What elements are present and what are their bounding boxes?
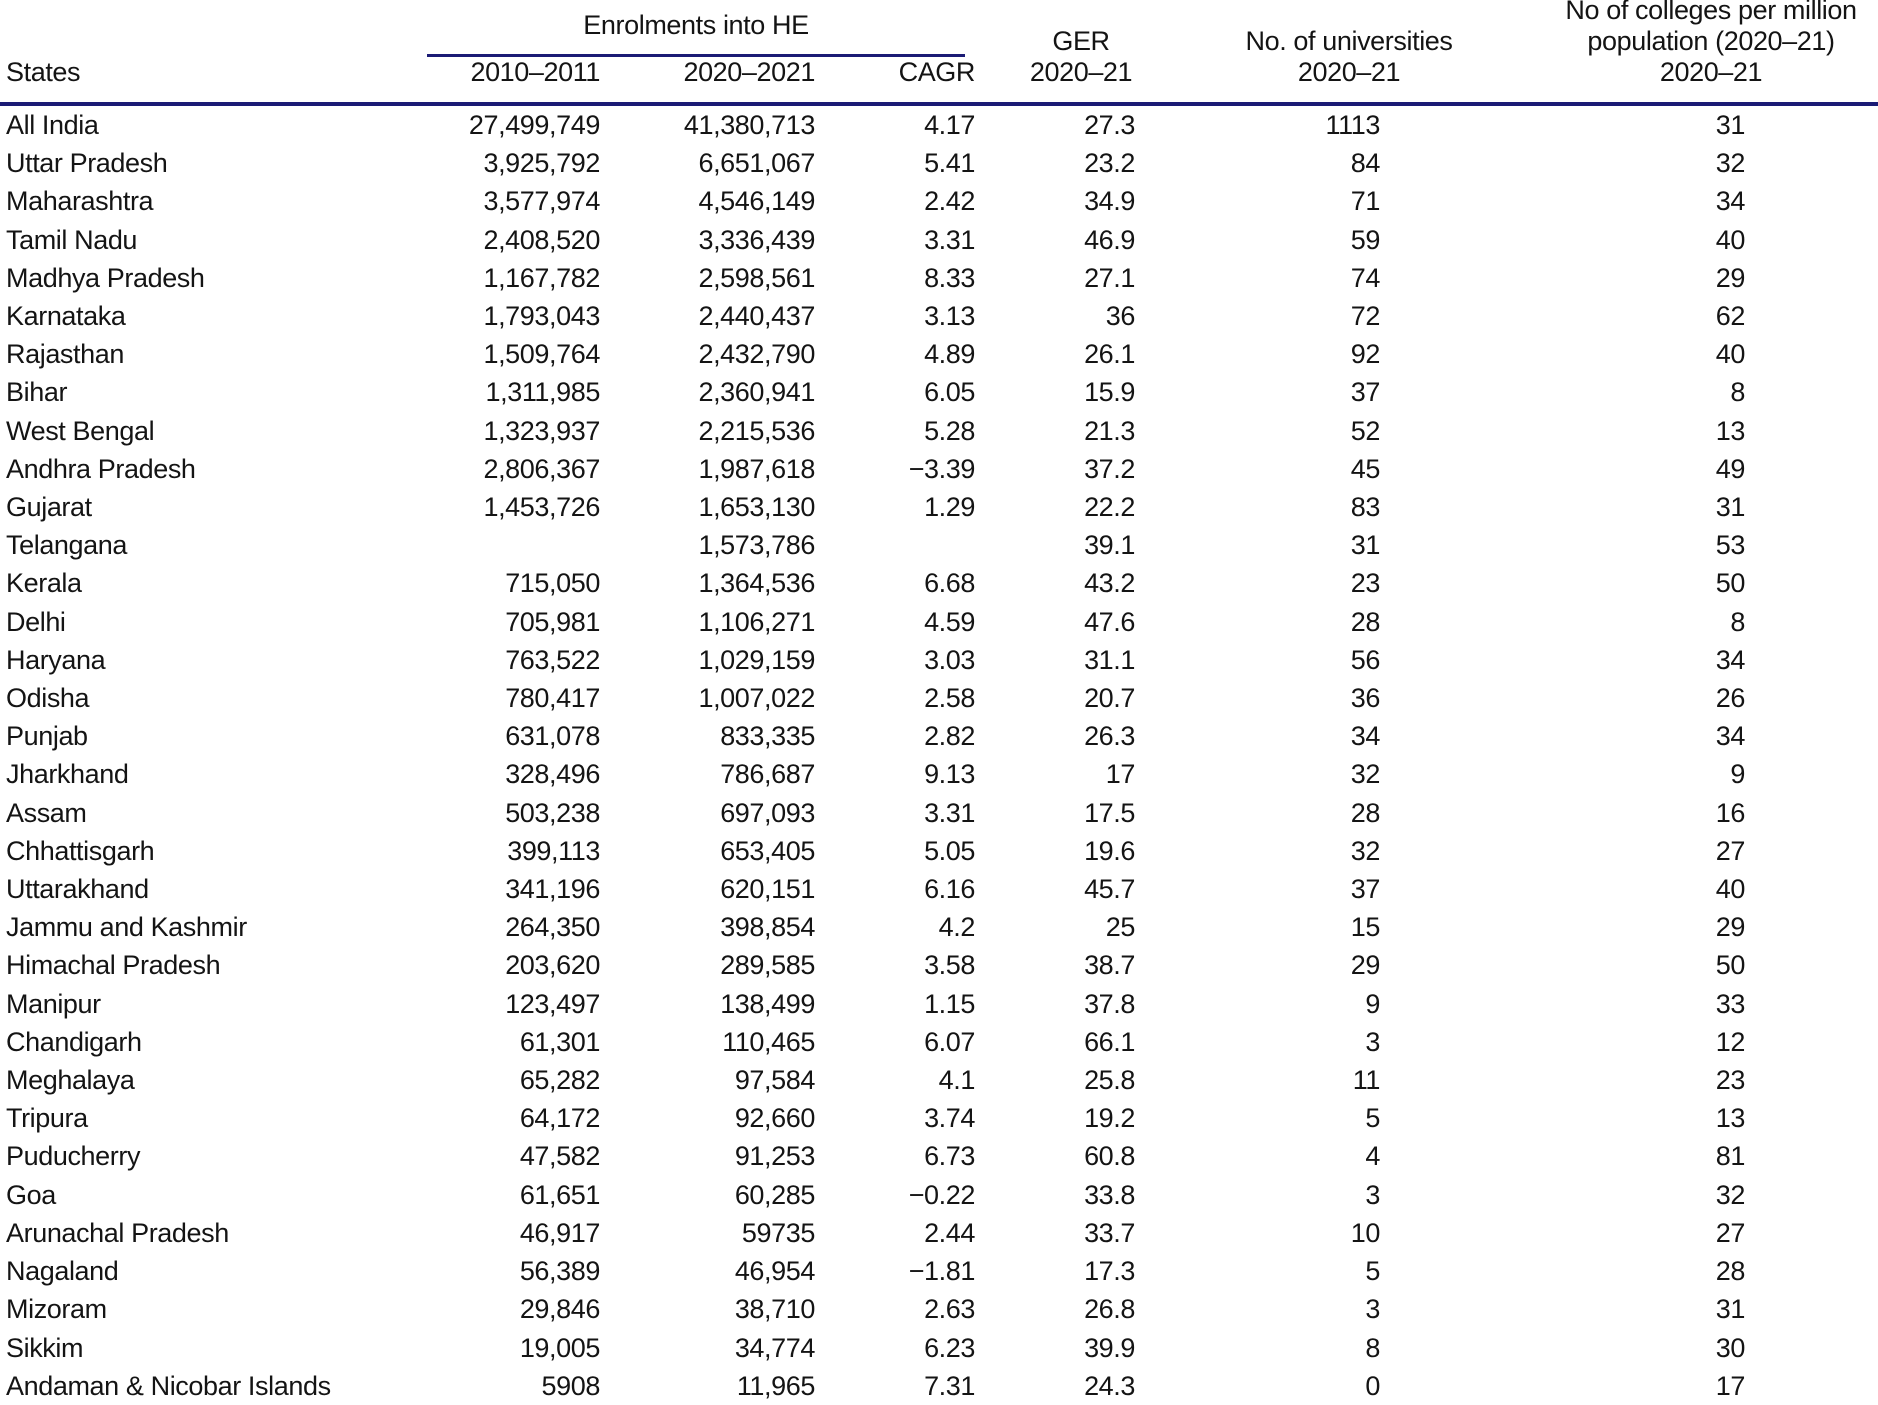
cell-states: Himachal Pradesh (6, 950, 221, 981)
ger-header-block (1030, 26, 1132, 88)
cell-y2020: 398,854 (720, 912, 815, 943)
cell-states: Haryana (6, 644, 106, 675)
table-row (0, 297, 1878, 335)
colleges-header-line1: No of colleges per million (1565, 0, 1857, 25)
cell-y2020: 786,687 (720, 759, 815, 790)
cell-ger: 66.1 (1084, 1026, 1136, 1057)
cell-ger: 23.2 (1084, 148, 1136, 179)
ger-header-line1: GER (1052, 26, 1110, 56)
cell-y2010: 61,301 (519, 1026, 600, 1057)
cell-states: Tripura (6, 1103, 88, 1134)
cell-cagr: 5.41 (924, 148, 976, 179)
table-row (0, 412, 1878, 450)
cell-y2020: 41,380,713 (683, 110, 815, 140)
enrolments-group-underline (427, 0, 965, 57)
cell-y2020: 91,253 (734, 1141, 815, 1172)
cell-ger: 26.1 (1084, 339, 1136, 370)
cell-y2010: 1,453,726 (483, 492, 600, 523)
cell-ger: 25.8 (1084, 1065, 1136, 1096)
cell-y2010: 264,350 (505, 912, 600, 943)
cell-ger: 60.8 (1084, 1141, 1136, 1172)
cell-ger: 26.8 (1084, 1294, 1136, 1325)
cell-ger: 20.7 (1084, 683, 1136, 714)
cell-cagr: 4.89 (924, 339, 976, 370)
table-row (0, 488, 1878, 526)
cell-states: Chhattisgarh (6, 835, 155, 866)
table-row (0, 564, 1878, 602)
cell-colleges: 26 (1715, 683, 1746, 714)
cell-y2010: 631,078 (505, 721, 600, 752)
cell-cagr: 6.73 (924, 1141, 976, 1172)
cell-cagr: 5.05 (924, 835, 976, 866)
cell-colleges: 34 (1715, 721, 1746, 752)
cell-y2010: 1,167,782 (483, 262, 600, 293)
column-header-colleges (1380, 0, 1878, 104)
cell-ger: 31.1 (1084, 644, 1136, 675)
cell-universities: 9 (1365, 988, 1381, 1019)
cell-cagr: 3.03 (924, 644, 976, 675)
cell-cagr: 3.13 (924, 301, 976, 332)
cell-universities: 52 (1350, 415, 1381, 446)
cell-universities: 34 (1350, 721, 1381, 752)
cell-universities: 10 (1350, 1217, 1381, 1248)
cell-y2010: 56,389 (519, 1256, 600, 1287)
table-row (0, 985, 1878, 1023)
cell-ger: 15.9 (1084, 377, 1136, 408)
cell-states: Telangana (6, 530, 128, 561)
cell-y2010: 328,496 (505, 759, 600, 790)
cell-universities: 74 (1350, 262, 1381, 293)
cell-colleges: 40 (1715, 339, 1746, 370)
column-group-label: Enrolments into HE (583, 10, 809, 40)
cell-cagr: −0.22 (908, 1179, 976, 1210)
cell-y2010: 2,408,520 (483, 224, 600, 255)
table-row (0, 182, 1878, 220)
cell-ger: 45.7 (1084, 874, 1136, 905)
cell-universities: 71 (1350, 186, 1381, 217)
table-row (0, 679, 1878, 717)
cell-y2020: 1,987,618 (698, 453, 815, 484)
cell-ger: 17.5 (1084, 797, 1136, 828)
cell-universities: 3 (1365, 1026, 1381, 1057)
cell-colleges: 12 (1715, 1026, 1746, 1057)
cell-y2020: 2,598,561 (698, 262, 815, 293)
cell-cagr: 4.2 (938, 912, 976, 943)
cell-y2010: 763,522 (505, 644, 600, 675)
cell-y2010: 61,651 (519, 1179, 600, 1210)
cell-colleges: 9 (1730, 759, 1746, 790)
cell-universities: 28 (1350, 606, 1381, 637)
cell-cagr: 9.13 (924, 759, 976, 790)
cell-states: Arunachal Pradesh (6, 1217, 229, 1248)
cell-y2010: 29,846 (519, 1294, 600, 1325)
cell-ger: 25 (1105, 912, 1136, 943)
cell-ger: 39.1 (1084, 530, 1136, 561)
cell-y2020: 97,584 (734, 1065, 815, 1096)
cell-colleges: 17 (1715, 1370, 1746, 1401)
cell-colleges: 27 (1715, 835, 1746, 866)
cell-cagr: 6.05 (924, 377, 976, 408)
table-header (0, 0, 1878, 104)
table-row (0, 1252, 1878, 1290)
cell-y2020: 4,546,149 (698, 186, 815, 217)
cell-cagr: 3.31 (924, 224, 976, 255)
cell-colleges: 31 (1715, 492, 1746, 523)
cell-y2020: 38,710 (734, 1294, 815, 1325)
cell-ger: 22.2 (1084, 492, 1136, 523)
cell-ger: 33.8 (1084, 1179, 1136, 1210)
cell-cagr: −3.39 (908, 453, 976, 484)
cell-colleges: 32 (1715, 148, 1746, 179)
table-row (0, 603, 1878, 641)
table-row (0, 755, 1878, 793)
cell-y2020: 1,029,159 (698, 644, 815, 675)
cell-states: Jharkhand (6, 759, 129, 790)
cell-colleges: 62 (1715, 301, 1746, 332)
table-row (0, 221, 1878, 259)
cell-y2010: 1,323,937 (483, 415, 600, 446)
cell-y2010: 3,925,792 (483, 148, 600, 179)
cell-states: All India (6, 110, 99, 140)
cell-cagr: 8.33 (924, 262, 976, 293)
cell-universities: 45 (1350, 453, 1381, 484)
table-row (0, 1329, 1878, 1367)
cell-colleges: 34 (1715, 186, 1746, 217)
cell-ger: 19.6 (1084, 835, 1136, 866)
cell-y2010: 399,113 (507, 835, 600, 866)
cell-states: Chandigarh (6, 1026, 142, 1057)
cell-ger: 17 (1105, 759, 1136, 790)
table-row (0, 946, 1878, 984)
table-row (0, 1137, 1878, 1175)
cell-y2010: 1,793,043 (483, 301, 600, 332)
cell-y2020: 59735 (741, 1217, 815, 1248)
cell-y2020: 2,432,790 (698, 339, 815, 370)
table-row (0, 450, 1878, 488)
cell-y2010: 503,238 (505, 797, 600, 828)
cell-states: Tamil Nadu (6, 224, 138, 255)
cell-ger: 36 (1105, 301, 1136, 332)
table-row (0, 794, 1878, 832)
table-row (0, 641, 1878, 679)
cell-y2010: 5908 (541, 1370, 600, 1401)
cell-y2010 (360, 526, 600, 564)
cell-universities: 5 (1365, 1103, 1381, 1134)
cell-cagr: 6.23 (924, 1332, 976, 1363)
column-group-enrolments (360, 0, 975, 57)
cell-cagr: 6.68 (924, 568, 976, 599)
cell-ger: 24.3 (1084, 1370, 1136, 1401)
cell-colleges: 8 (1730, 606, 1746, 637)
header-row-group (0, 0, 1878, 57)
cell-y2010: 1,311,985 (485, 377, 600, 408)
cell-states: Goa (6, 1179, 56, 1210)
table-row (0, 1061, 1878, 1099)
cell-universities: 11 (1352, 1065, 1381, 1096)
cell-y2020: 1,653,130 (698, 492, 815, 523)
cell-cagr: 6.07 (924, 1026, 976, 1057)
cell-states: Maharashtra (6, 186, 154, 217)
cell-y2010: 27,499,749 (468, 110, 600, 140)
cell-y2010: 64,172 (519, 1103, 600, 1134)
cell-ger: 26.3 (1084, 721, 1136, 752)
cell-colleges: 40 (1715, 224, 1746, 255)
colleges-header-block (1565, 0, 1856, 88)
cell-y2020: 697,093 (720, 797, 815, 828)
cell-colleges: 13 (1715, 1103, 1746, 1134)
cell-y2020: 60,285 (734, 1179, 815, 1210)
cell-y2010: 341,196 (505, 874, 600, 905)
cell-universities: 0 (1365, 1370, 1381, 1401)
cell-y2020: 289,585 (720, 950, 815, 981)
header-states-spacer (0, 0, 360, 57)
table-row (0, 832, 1878, 870)
cell-states: Delhi (6, 606, 66, 637)
cell-states: Andaman & Nicobar Islands (6, 1370, 331, 1401)
cell-universities: 3 (1365, 1294, 1381, 1325)
cell-y2020: 2,360,941 (698, 377, 815, 408)
cell-y2020: 138,499 (720, 988, 815, 1019)
table-row (0, 373, 1878, 411)
universities-header-line2: 2020–21 (1297, 57, 1401, 87)
column-header-2020-2021: 2020–2021 (600, 57, 815, 104)
cell-ger: 37.8 (1084, 988, 1136, 1019)
cell-colleges: 33 (1715, 988, 1746, 1019)
cell-universities: 3 (1365, 1179, 1381, 1210)
cell-ger: 27.1 (1084, 262, 1136, 293)
cell-y2010: 780,417 (505, 683, 600, 714)
table-row (0, 1023, 1878, 1061)
cell-universities: 72 (1350, 301, 1381, 332)
cell-colleges: 40 (1715, 874, 1746, 905)
cell-y2020: 11,965 (736, 1370, 815, 1401)
cell-universities: 84 (1350, 148, 1381, 179)
cell-states: Jammu and Kashmir (6, 912, 247, 943)
cell-y2020: 653,405 (720, 835, 815, 866)
cell-states: Kerala (6, 568, 82, 599)
ger-header-line2: 2020–21 (1029, 57, 1133, 87)
cell-universities: 32 (1350, 835, 1381, 866)
cell-colleges: 13 (1715, 415, 1746, 446)
cell-states: Manipur (6, 988, 101, 1019)
cell-universities: 59 (1350, 224, 1381, 255)
table-row (0, 144, 1878, 182)
table-row (0, 526, 1878, 564)
column-header-cagr: CAGR (815, 57, 975, 104)
cell-cagr: −1.81 (908, 1256, 976, 1287)
column-header-2010-2011: 2010–2011 (360, 57, 600, 104)
cell-y2010: 65,282 (519, 1065, 600, 1096)
cell-colleges: 23 (1715, 1065, 1746, 1096)
cell-colleges: 53 (1715, 530, 1746, 561)
cell-colleges: 29 (1715, 262, 1746, 293)
cell-y2010: 46,917 (519, 1217, 600, 1248)
cell-universities: 37 (1350, 874, 1381, 905)
cell-states: West Bengal (6, 415, 155, 446)
cell-universities: 83 (1350, 492, 1381, 523)
cell-colleges: 29 (1715, 912, 1746, 943)
cell-states: Assam (6, 797, 87, 828)
table-row (0, 1099, 1878, 1137)
cell-cagr (815, 526, 975, 564)
cell-cagr: 2.63 (924, 1294, 976, 1325)
cell-cagr: 2.42 (924, 186, 976, 217)
table-row (0, 1367, 1878, 1405)
cell-colleges: 30 (1715, 1332, 1746, 1363)
cell-states: Uttarakhand (6, 874, 149, 905)
table-row (0, 717, 1878, 755)
table-row (0, 259, 1878, 297)
cell-states: Nagaland (6, 1256, 119, 1287)
cell-colleges: 32 (1715, 1179, 1746, 1210)
cell-y2020: 833,335 (720, 721, 815, 752)
cell-cagr: 3.74 (924, 1103, 976, 1134)
cell-colleges: 16 (1715, 797, 1746, 828)
cell-colleges: 31 (1715, 1294, 1746, 1325)
cell-ger: 34.9 (1084, 186, 1136, 217)
cell-colleges: 50 (1715, 568, 1746, 599)
cell-cagr: 2.82 (924, 721, 976, 752)
table-row (0, 1214, 1878, 1252)
cell-universities: 1113 (1325, 110, 1381, 140)
cell-ger: 19.2 (1084, 1103, 1136, 1134)
cell-states: Bihar (6, 377, 68, 408)
cell-y2010: 705,981 (505, 606, 600, 637)
cell-ger: 47.6 (1084, 606, 1136, 637)
table-row (0, 335, 1878, 373)
cell-cagr: 6.16 (924, 874, 976, 905)
cell-cagr: 1.15 (924, 988, 976, 1019)
column-header-ger (975, 0, 1135, 104)
cell-universities: 31 (1350, 530, 1381, 561)
table-row (0, 1176, 1878, 1214)
colleges-header-line3: 2020–21 (1659, 57, 1763, 87)
cell-cagr: 2.58 (924, 683, 976, 714)
table-row (0, 104, 1878, 144)
cell-y2020: 1,573,786 (698, 530, 815, 561)
cell-universities: 28 (1350, 797, 1381, 828)
cell-cagr: 2.44 (924, 1217, 976, 1248)
cell-y2020: 34,774 (734, 1332, 815, 1363)
cell-states: Madhya Pradesh (6, 262, 205, 293)
cell-universities: 92 (1350, 339, 1381, 370)
cell-y2010: 19,005 (519, 1332, 600, 1363)
cell-states: Meghalaya (6, 1065, 135, 1096)
colleges-header-line2: population (2020–21) (1587, 26, 1835, 56)
cell-cagr: 3.31 (924, 797, 976, 828)
table-row (0, 1290, 1878, 1328)
cell-states: Karnataka (6, 301, 126, 332)
cell-states: Puducherry (6, 1141, 141, 1172)
cell-cagr: 4.59 (924, 606, 976, 637)
cell-states: Punjab (6, 721, 88, 752)
cell-states: Mizoram (6, 1294, 107, 1325)
cell-y2020: 92,660 (734, 1103, 815, 1134)
cell-y2020: 1,007,022 (698, 683, 815, 714)
column-header-states: States (0, 57, 360, 104)
cell-ger: 27.3 (1084, 110, 1136, 140)
cell-states: Andhra Pradesh (6, 453, 196, 484)
table-body (0, 104, 1878, 1405)
cell-ger: 39.9 (1084, 1332, 1136, 1363)
cell-cagr: 4.17 (924, 110, 976, 140)
cell-y2010: 715,050 (505, 568, 600, 599)
cell-universities: 5 (1365, 1256, 1381, 1287)
cell-y2020: 6,651,067 (698, 148, 815, 179)
table-row (0, 908, 1878, 946)
cell-colleges: 27 (1715, 1217, 1746, 1248)
cell-y2020: 620,151 (720, 874, 815, 905)
cell-cagr: 3.58 (924, 950, 976, 981)
cell-cagr: 4.1 (938, 1065, 976, 1096)
cell-universities: 8 (1365, 1332, 1381, 1363)
cell-y2010: 203,620 (505, 950, 600, 981)
cell-colleges: 31 (1715, 110, 1746, 140)
cell-universities: 37 (1350, 377, 1381, 408)
cell-y2010: 2,806,367 (483, 453, 600, 484)
cell-ger: 38.7 (1084, 950, 1136, 981)
cell-colleges: 8 (1730, 377, 1746, 408)
cell-cagr: 5.28 (924, 415, 976, 446)
cell-universities: 23 (1350, 568, 1381, 599)
cell-states: Uttar Pradesh (6, 148, 168, 179)
cell-states: Gujarat (6, 492, 92, 523)
cell-ger: 21.3 (1084, 415, 1136, 446)
cell-cagr: 7.31 (924, 1370, 976, 1401)
cell-y2010: 1,509,764 (483, 339, 600, 370)
cell-universities: 29 (1350, 950, 1381, 981)
cell-states: Rajasthan (6, 339, 124, 370)
cell-ger: 43.2 (1084, 568, 1136, 599)
cell-y2010: 3,577,974 (483, 186, 600, 217)
cell-y2010: 47,582 (519, 1141, 600, 1172)
cell-colleges: 81 (1715, 1141, 1746, 1172)
universities-header-line1: No. of universities (1245, 26, 1453, 56)
cell-colleges: 28 (1715, 1256, 1746, 1287)
cell-universities: 56 (1350, 644, 1381, 675)
cell-colleges: 34 (1715, 644, 1746, 675)
cell-y2020: 2,440,437 (698, 301, 815, 332)
cell-states: Sikkim (6, 1332, 84, 1363)
cell-ger: 46.9 (1084, 224, 1136, 255)
cell-colleges: 49 (1715, 453, 1746, 484)
cell-cagr: 1.29 (924, 492, 976, 523)
cell-colleges: 50 (1715, 950, 1746, 981)
cell-y2020: 3,336,439 (698, 224, 815, 255)
cell-ger: 37.2 (1084, 453, 1136, 484)
table-row (0, 870, 1878, 908)
column-header-universities (1135, 0, 1453, 104)
cell-universities: 4 (1365, 1141, 1381, 1172)
cell-y2020: 1,106,271 (698, 606, 815, 637)
cell-y2020: 46,954 (734, 1256, 815, 1287)
cell-y2010: 123,497 (505, 988, 600, 1019)
cell-universities: 36 (1350, 683, 1381, 714)
cell-ger: 17.3 (1084, 1256, 1136, 1287)
cell-ger: 33.7 (1084, 1217, 1136, 1248)
cell-states: Odisha (6, 683, 90, 714)
cell-y2020: 110,465 (722, 1026, 815, 1057)
cell-y2020: 2,215,536 (698, 415, 815, 446)
cell-universities: 32 (1350, 759, 1381, 790)
cell-y2020: 1,364,536 (698, 568, 815, 599)
cell-universities: 15 (1350, 912, 1381, 943)
